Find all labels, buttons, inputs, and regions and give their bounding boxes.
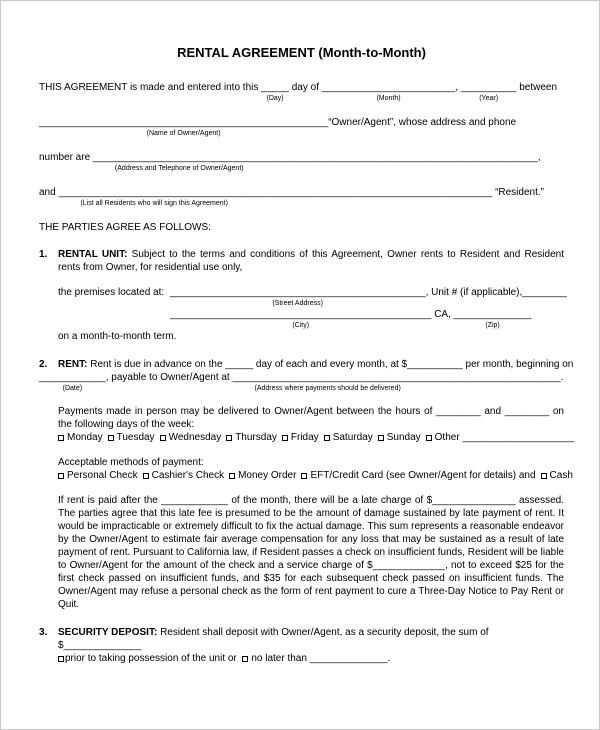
other-blank-line: ____________________ — [462, 432, 574, 443]
day-caption: (Day) — [266, 95, 284, 102]
checkbox-option — [282, 432, 319, 443]
zip-caption: (Zip) — [485, 322, 500, 329]
intro-separator: , — [455, 82, 459, 93]
payable-end: . — [560, 372, 564, 383]
weekday-checkboxes — [58, 431, 574, 444]
residents-line — [39, 186, 564, 208]
section-2-rent — [39, 358, 574, 611]
owner-address-blank-line: ________________________________________________________________________________ — [92, 152, 538, 163]
checkbox-option — [229, 470, 296, 481]
section-1-rental-unit — [39, 248, 567, 343]
section-1-paragraph: Subject to the terms and conditions of this Agreement, Owner rents to Resident and Resident rents from Owner, for residential use only, — [58, 249, 564, 273]
owner-address-line — [39, 151, 564, 173]
section-1-number: 1. — [39, 249, 48, 260]
section-1-title: RENTAL UNIT: — [58, 249, 128, 260]
checkbox-label: Friday — [290, 432, 319, 443]
deposit-option-1: prior to taking possession of the unit or — [65, 653, 237, 664]
intro-line — [39, 81, 564, 103]
owner-address-pre: number are — [39, 152, 91, 163]
checkbox-label: Sunday — [386, 432, 421, 443]
checkbox-label: Personal Check — [67, 470, 138, 481]
checkbox-option — [143, 470, 225, 481]
street-blank-line: ______________________________________________ — [169, 287, 426, 298]
section-2-number: 2. — [39, 359, 48, 370]
checkbox-option — [108, 432, 155, 443]
city-blank-line: _______________________________________________ — [170, 309, 432, 320]
street-caption: (Street Address) — [272, 300, 323, 307]
residents-pre: and — [39, 187, 56, 198]
premises-pre: the premises located at: — [58, 287, 165, 298]
field-begin-date — [39, 371, 106, 393]
checkbox-option — [324, 432, 373, 443]
checkbox-label: EFT/Credit Card (see Owner/Agent for details) and — [310, 470, 536, 481]
rent-text-1: Rent is due in advance on the _____ day of each and every month, at $__________ per month, beginning on — [90, 359, 574, 370]
checkbox-icon — [229, 473, 235, 479]
field-pay-address — [233, 371, 561, 393]
checkbox-icon — [160, 435, 166, 441]
checkbox-option — [160, 432, 222, 443]
unit-blank-line: ________ — [522, 287, 567, 298]
field-residents — [58, 186, 492, 208]
checkbox-label: Cashier's Check — [151, 470, 225, 481]
intro-text: THIS AGREEMENT is made and entered into this — [39, 82, 259, 93]
checkbox-icon — [58, 435, 64, 441]
day-blank-line: _____ — [261, 82, 289, 93]
owner-name-line — [39, 116, 564, 138]
intro-text-post: between — [519, 82, 558, 93]
field-city — [170, 308, 431, 330]
rent-line-1 — [58, 358, 574, 371]
residents-blank-line: ______________________________________________________________________________ — [58, 187, 493, 198]
residents-caption: (List all Residents who will sign this Agreement) — [80, 200, 228, 207]
deposit-options-line — [58, 652, 564, 665]
checkbox-label: Saturday — [332, 432, 373, 443]
field-street — [170, 286, 426, 308]
page-title: RENTAL AGREEMENT (Month-to-Month) — [177, 45, 426, 60]
pay-address-caption: (Address where payments should be delivered) — [254, 385, 401, 392]
field-zip — [454, 308, 532, 330]
checkbox-label: Money Order — [238, 470, 297, 481]
field-day — [261, 81, 289, 103]
owner-name-blank-line: ____________________________________________________ — [39, 117, 329, 128]
rental-agreement-document — [1, 1, 599, 665]
city-caption: (City) — [292, 322, 310, 329]
checkbox-label: Tuesday — [116, 432, 155, 443]
residents-post: “Resident.” — [495, 187, 544, 198]
checkbox-option — [58, 432, 103, 443]
rent-payable-line — [39, 371, 564, 393]
section-3-security-deposit — [39, 626, 564, 665]
deposit-text-1: Resident shall deposit with Owner/Agent, as a security deposit, the sum of $______________ — [58, 627, 489, 651]
state-text: CA, — [434, 309, 451, 320]
section-2-body — [39, 358, 574, 611]
checkbox-icon — [324, 435, 330, 441]
checkbox-label: Thursday — [235, 432, 277, 443]
premises-line — [58, 286, 567, 308]
field-owner-name — [39, 116, 328, 138]
month-caption: (Month) — [376, 95, 401, 102]
checkbox-icon — [242, 656, 248, 662]
field-unit — [522, 286, 567, 299]
owner-address-caption: (Address and Telephone of Owner/Agent) — [114, 165, 244, 172]
field-month — [322, 81, 455, 103]
date-blank-line: ____________ — [39, 372, 106, 383]
parties-heading: THE PARTIES AGREE AS FOLLOWS: — [39, 222, 211, 233]
methods-heading: Acceptable methods of payment: — [58, 457, 204, 468]
section-3-body — [58, 626, 564, 665]
checkbox-label: Cash — [549, 470, 573, 481]
checkbox-option — [301, 470, 535, 481]
owner-name-caption: (Name of Owner/Agent) — [146, 130, 221, 137]
section-2-title: RENT: — [58, 359, 88, 370]
checkbox-icon — [282, 435, 288, 441]
checkbox-label: Other — [434, 432, 460, 443]
checkbox-icon — [58, 656, 64, 662]
zip-blank-line: ______________ — [453, 309, 532, 320]
checkbox-option — [58, 470, 138, 481]
intro-text-mid: day of — [291, 82, 319, 93]
checkbox-icon — [108, 435, 114, 441]
checkbox-option — [541, 470, 573, 481]
checkbox-icon — [541, 473, 547, 479]
checkbox-option — [378, 432, 421, 443]
checkbox-label: Monday — [67, 432, 103, 443]
field-year — [461, 81, 517, 103]
section-3-number: 3. — [39, 627, 48, 638]
delivery-text: Payments made in person may be delivered to Owner/Agent between the hours of ________ and ________ on the following days of the week: — [58, 406, 564, 430]
section-1-text — [58, 248, 564, 274]
late-fee-paragraph: If rent is paid after the ____________ of the month, there will be a late charge of $_______________ assessed. The parties agree that this late fee is presumed to be the amount of damage sustained by late payment of rent. It would be impracticable or extremely difficult to fix the actual damage. This sum represents a reasonable endeavor by the Owner/Agent to estimate fair average compensation for any loss that may be sustained as a result of late payment of rent. Pursuant to California law, if Resident passes a check on insufficient funds, Resident will be liable to Owner/Agent for the amount of the check and a service charge of $_____________, not to exceed $25 for the first check passed on insufficient funds, and $35 for each subsequent check passed on insufficient funds. The Owner/Agent may refuse a personal check as the form of rent payment to cure a Three-Day Notice to Pay Rent or Quit. — [58, 495, 564, 610]
payable-text: , payable to Owner/Agent at — [105, 372, 230, 383]
checkbox-icon — [378, 435, 384, 441]
premises-mid: , Unit # (if applicable), — [425, 287, 523, 298]
checkbox-icon — [301, 473, 307, 479]
year-blank-line: __________ — [460, 82, 517, 93]
deposit-option-2: no later than ______________. — [251, 653, 391, 664]
month-blank-line: ________________________ — [321, 82, 456, 93]
city-line — [170, 308, 564, 330]
field-owner-address — [93, 151, 538, 173]
checkbox-icon — [426, 435, 432, 441]
checkbox-icon — [226, 435, 232, 441]
checkbox-option — [426, 432, 574, 443]
owner-name-text: “Owner/Agent”, whose address and phone — [328, 117, 517, 128]
owner-address-post: , — [537, 152, 541, 163]
payment-method-checkboxes — [58, 469, 573, 482]
checkbox-icon — [143, 473, 149, 479]
date-caption: (Date) — [62, 385, 83, 392]
checkbox-label: Wednesday — [168, 432, 222, 443]
year-caption: (Year) — [479, 95, 499, 102]
section-1-body — [58, 248, 567, 343]
checkbox-option — [226, 432, 277, 443]
section-3-title: SECURITY DEPOSIT: — [58, 627, 158, 638]
pay-address-blank-line: ___________________________________________________________ — [232, 372, 561, 383]
checkbox-icon — [58, 473, 64, 479]
term-line: on a month-to-month term. — [58, 331, 177, 342]
deposit-line-1 — [58, 626, 564, 652]
